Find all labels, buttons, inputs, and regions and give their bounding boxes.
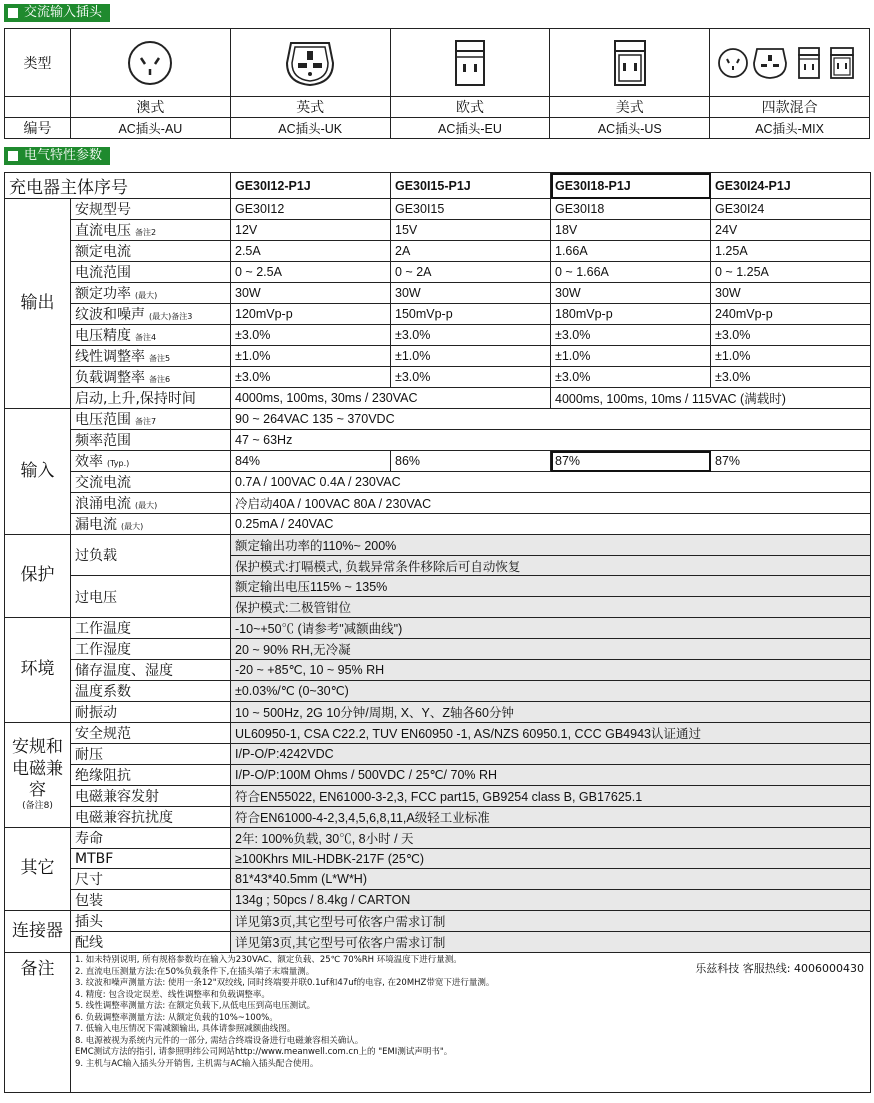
note-line: 5. 线性调整率测量方法: 在额定负载下,从低电压到高电压测试。 bbox=[75, 1001, 316, 1012]
param-label bbox=[71, 764, 231, 785]
param-label bbox=[71, 848, 231, 869]
plug-name-au: 澳式 bbox=[71, 97, 231, 118]
output-value: 1.25A bbox=[711, 241, 871, 262]
environment-value: 20 ~ 90% RH,无冷凝 bbox=[231, 638, 871, 659]
output-value: 15V bbox=[391, 220, 551, 241]
param-name: 插头 bbox=[75, 914, 103, 931]
output-value: ±3.0% bbox=[231, 325, 391, 346]
param-name: 寿命 bbox=[75, 830, 103, 847]
output-value: 150mVp-p bbox=[391, 304, 551, 325]
param-name: 包装 bbox=[75, 893, 103, 910]
section-title: 交流输入插头 bbox=[24, 5, 103, 20]
group-input: 输入 bbox=[5, 409, 71, 535]
uk-plug-icon bbox=[230, 29, 390, 97]
output-value: 0 ~ 1.25A bbox=[711, 262, 871, 283]
param-note: (最大) bbox=[121, 522, 144, 531]
input-value: 0.7A / 100VAC 0.4A / 230VAC bbox=[231, 472, 871, 493]
environment-value: 10 ~ 500Hz, 2G 10分钟/周期, X、Y、Z轴各60分钟 bbox=[231, 701, 871, 722]
connector-value: 详见第3页,其它型号可依客户需求订制 bbox=[231, 932, 871, 953]
plug-name-eu: 欧式 bbox=[390, 97, 550, 118]
model-header: GE30I12-P1J bbox=[231, 173, 391, 199]
efficiency-value: 87% bbox=[551, 451, 711, 472]
group-title: 安规和电磁兼容 bbox=[12, 737, 63, 800]
param-name: 电磁兼容发射 bbox=[75, 788, 159, 805]
param-note: (最大)备注3 bbox=[149, 312, 193, 321]
param-name: 绝缘阻抗 bbox=[75, 767, 131, 784]
us-plug-icon bbox=[550, 29, 710, 97]
param-label bbox=[71, 932, 231, 953]
param-name: 效率 bbox=[75, 454, 103, 470]
protection-value: 额定输出电压115% ~ 135% bbox=[231, 576, 871, 597]
plug-code-uk: AC插头-UK bbox=[230, 118, 390, 139]
safety-value: I/P-O/P:4242VDC bbox=[231, 743, 871, 764]
section-header-electrical bbox=[4, 147, 110, 165]
safety-value: 符合EN61000-4-2,3,4,5,6,8,11,A级轻工业标准 bbox=[231, 806, 871, 827]
param-name: 纹波和噪声 bbox=[75, 307, 145, 323]
efficiency-value: 84% bbox=[231, 451, 391, 472]
plug-name-mix: 四款混合 bbox=[710, 97, 870, 118]
input-value: 90 ~ 264VAC 135 ~ 370VDC bbox=[231, 409, 871, 430]
output-value: 18V bbox=[551, 220, 711, 241]
output-value: 0 ~ 2.5A bbox=[231, 262, 391, 283]
param-label bbox=[71, 701, 231, 722]
param-name: 安全规范 bbox=[75, 725, 131, 742]
efficiency-value: 86% bbox=[391, 451, 551, 472]
group-notes: 备注 bbox=[5, 953, 71, 1093]
param-label bbox=[71, 911, 231, 932]
param-name: 漏电流 bbox=[75, 517, 117, 533]
param-label bbox=[71, 638, 231, 659]
param-label bbox=[71, 743, 231, 764]
plug-code-eu: AC插头-EU bbox=[390, 118, 550, 139]
param-name: 额定功率 bbox=[75, 286, 131, 302]
param-label bbox=[71, 262, 231, 283]
group-title: 其它 bbox=[20, 858, 55, 879]
note-line: 2. 直流电压测量方法:在50%负载条件下,在插头端子末端量测。 bbox=[75, 966, 315, 977]
note-line: 9. 主机与AC输入插头分开销售, 主机需与AC输入插头配合使用。 bbox=[75, 1058, 319, 1069]
output-value: ±1.0% bbox=[711, 346, 871, 367]
note-line: 3. 纹波和噪声测量方法: 使用一条12"双绞线, 同时终端要并联0.1uf和47uf的电容, 在20MHZ带宽下进行量测。 bbox=[75, 978, 495, 989]
param-label bbox=[71, 493, 231, 514]
param-label bbox=[71, 283, 231, 304]
output-value: 240mVp-p bbox=[711, 304, 871, 325]
output-value: ±3.0% bbox=[711, 325, 871, 346]
plug-code-us: AC插头-US bbox=[550, 118, 710, 139]
param-name: 线性调整率 bbox=[75, 349, 145, 365]
param-label bbox=[71, 367, 231, 388]
note-line: 7. 低输入电压情况下需减额输出, 具体请参照减额曲线图。 bbox=[75, 1024, 296, 1035]
section-header-ac-input bbox=[4, 4, 110, 22]
param-label bbox=[71, 722, 231, 743]
output-value: GE30I24 bbox=[711, 199, 871, 220]
output-value: ±3.0% bbox=[231, 367, 391, 388]
param-label bbox=[71, 514, 231, 535]
group-safety bbox=[5, 722, 71, 827]
group-note: (备注8) bbox=[22, 801, 53, 811]
param-name: 工作湿度 bbox=[75, 641, 131, 658]
param-label bbox=[71, 869, 231, 890]
param-name: 启动,上升,保持时间 bbox=[75, 391, 196, 407]
protection-param: 过负载 bbox=[71, 535, 231, 576]
input-value: 0.25mA / 240VAC bbox=[231, 514, 871, 535]
param-label bbox=[71, 680, 231, 701]
type-label: 类型 bbox=[5, 29, 71, 97]
group-protection: 保护 bbox=[5, 535, 71, 618]
output-value: ±3.0% bbox=[711, 367, 871, 388]
input-value: 47 ~ 63Hz bbox=[231, 430, 871, 451]
other-value: 81*43*40.5mm (L*W*H) bbox=[231, 869, 871, 890]
output-value: ±3.0% bbox=[391, 367, 551, 388]
spec-table bbox=[4, 172, 871, 1093]
param-name: 负载调整率 bbox=[75, 370, 145, 386]
param-name: 储存温度、湿度 bbox=[75, 662, 173, 679]
mix-plug-icon bbox=[710, 29, 870, 97]
output-value: 0 ~ 2A bbox=[391, 262, 551, 283]
param-note: 备注7 bbox=[135, 417, 157, 426]
group-output: 输出 bbox=[5, 199, 71, 409]
startup-value-230: 4000ms, 100ms, 30ms / 230VAC bbox=[231, 388, 551, 409]
param-name: 耐振动 bbox=[75, 704, 117, 721]
param-name: 电压范围 bbox=[75, 412, 131, 428]
plug-table bbox=[4, 28, 870, 139]
output-value: 120mVp-p bbox=[231, 304, 391, 325]
output-value: 30W bbox=[551, 283, 711, 304]
output-value: 180mVp-p bbox=[551, 304, 711, 325]
param-label bbox=[71, 890, 231, 911]
param-name: 额定电流 bbox=[75, 244, 131, 260]
output-value: GE30I18 bbox=[551, 199, 711, 220]
param-note: (最大) bbox=[135, 291, 158, 300]
other-value: 2年: 100%负载, 30℃, 8小时 / 天 bbox=[231, 827, 871, 848]
output-value: 2A bbox=[391, 241, 551, 262]
param-name: 配线 bbox=[75, 935, 103, 952]
output-value: 2.5A bbox=[231, 241, 391, 262]
output-value: ±1.0% bbox=[391, 346, 551, 367]
param-name: 温度系数 bbox=[75, 683, 131, 700]
param-label bbox=[71, 304, 231, 325]
param-label bbox=[71, 659, 231, 680]
section-title: 电气特性参数 bbox=[24, 148, 103, 163]
output-value: GE30I12 bbox=[231, 199, 391, 220]
output-value: ±3.0% bbox=[551, 325, 711, 346]
connector-value: 详见第3页,其它型号可依客户需求订制 bbox=[231, 911, 871, 932]
startup-value-115: 4000ms, 100ms, 10ms / 115VAC (满载时) bbox=[551, 388, 871, 409]
square-icon bbox=[8, 151, 18, 161]
param-note: 备注5 bbox=[149, 354, 171, 363]
param-name: 浪涌电流 bbox=[75, 496, 131, 512]
safety-value: I/P-O/P:100M Ohms / 500VDC / 25℃/ 70% RH bbox=[231, 764, 871, 785]
service-hotline: 乐兹科技 客服热线: 4006000430 bbox=[695, 962, 864, 976]
group-other bbox=[5, 827, 71, 911]
param-label bbox=[71, 346, 231, 367]
param-label bbox=[71, 199, 231, 220]
eu-plug-icon bbox=[390, 29, 550, 97]
output-value: ±1.0% bbox=[231, 346, 391, 367]
param-name: 交流电流 bbox=[75, 475, 131, 491]
model-header: GE30I18-P1J bbox=[551, 173, 711, 199]
input-value: 冷启动40A / 100VAC 80A / 230VAC bbox=[231, 493, 871, 514]
safety-value: UL60950-1, CSA C22.2, TUV EN60950 -1, AS/NZS 60950.1, CCC GB4943认证通过 bbox=[231, 722, 871, 743]
group-connector bbox=[5, 911, 71, 953]
output-value: 12V bbox=[231, 220, 391, 241]
environment-value: -10~+50℃ (请参考"减额曲线") bbox=[231, 617, 871, 638]
environment-value: -20 ~ +85℃, 10 ~ 95% RH bbox=[231, 659, 871, 680]
note-line: 6. 负载调整率测量方法: 从额定负载的10%~100%。 bbox=[75, 1012, 278, 1023]
output-value: 30W bbox=[391, 283, 551, 304]
param-name: 安规型号 bbox=[75, 202, 131, 218]
output-value: 0 ~ 1.66A bbox=[551, 262, 711, 283]
note-line: 4. 精度: 包含设定误差、线性调整率和负载调整率。 bbox=[75, 989, 270, 1000]
header-label: 充电器主体序号 bbox=[5, 173, 231, 199]
other-value: 134g ; 50pcs / 8.4kg / CARTON bbox=[231, 890, 871, 911]
efficiency-value: 87% bbox=[711, 451, 871, 472]
param-note: 备注6 bbox=[149, 375, 171, 384]
environment-value: ±0.03%/℃ (0~30℃) bbox=[231, 680, 871, 701]
output-value: 30W bbox=[231, 283, 391, 304]
notes-block bbox=[71, 953, 871, 1093]
param-label bbox=[71, 241, 231, 262]
output-value: ±3.0% bbox=[551, 367, 711, 388]
model-header: GE30I15-P1J bbox=[391, 173, 551, 199]
protection-param: 过电压 bbox=[71, 576, 231, 617]
param-name: 电流范围 bbox=[75, 265, 131, 281]
protection-value: 额定输出功率的110%~ 200% bbox=[231, 535, 871, 556]
param-label bbox=[71, 472, 231, 493]
param-name: 工作温度 bbox=[75, 620, 131, 637]
param-name: 耐压 bbox=[75, 746, 103, 763]
output-value: 24V bbox=[711, 220, 871, 241]
param-name: 频率范围 bbox=[75, 433, 131, 449]
square-icon bbox=[8, 8, 18, 18]
param-label bbox=[71, 785, 231, 806]
param-label bbox=[71, 388, 231, 409]
output-value: ±1.0% bbox=[551, 346, 711, 367]
group-title: 环境 bbox=[20, 659, 55, 680]
param-label bbox=[71, 430, 231, 451]
note-line: 8. 电源被视为系统内元件的一部分, 需结合终端设备进行电磁兼容相关确认。 bbox=[75, 1035, 364, 1046]
param-note: (最大) bbox=[135, 501, 158, 510]
param-name: MTBF bbox=[75, 850, 114, 867]
param-note: 备注4 bbox=[135, 333, 157, 342]
model-header: GE30I24-P1J bbox=[711, 173, 871, 199]
param-name: 电磁兼容抗扰度 bbox=[75, 809, 173, 826]
safety-value: 符合EN55022, EN61000-3-2,3, FCC part15, GB9254 class B, GB17625.1 bbox=[231, 785, 871, 806]
param-name: 直流电压 bbox=[75, 223, 131, 239]
output-value: ±3.0% bbox=[391, 325, 551, 346]
plug-code-au: AC插头-AU bbox=[71, 118, 231, 139]
note-line: 1. 如未特别说明, 所有规格参数均在输入为230VAC、额定负载、25℃ 70%RH 环境温度下进行量测。 bbox=[75, 955, 462, 966]
param-label bbox=[71, 806, 231, 827]
group-environment bbox=[5, 617, 71, 722]
code-label: 编号 bbox=[5, 118, 71, 139]
au-plug-icon bbox=[71, 29, 231, 97]
output-value: GE30I15 bbox=[391, 199, 551, 220]
protection-mode: 保护模式:打嗝模式, 负载异常条件移除后可自动恢复 bbox=[231, 555, 871, 576]
other-value: ≥100Khrs MIL-HDBK-217F (25℃) bbox=[231, 848, 871, 869]
param-note: 备注2 bbox=[135, 228, 157, 237]
plug-name-uk: 英式 bbox=[230, 97, 390, 118]
group-title: 连接器 bbox=[12, 921, 63, 942]
param-name: 电压精度 bbox=[75, 328, 131, 344]
protection-mode: 保护模式:二极管钳位 bbox=[231, 597, 871, 618]
plug-name-us: 美式 bbox=[550, 97, 710, 118]
output-value: 30W bbox=[711, 283, 871, 304]
param-name: 尺寸 bbox=[75, 872, 103, 889]
param-label bbox=[71, 409, 231, 430]
param-label bbox=[71, 617, 231, 638]
param-label bbox=[71, 325, 231, 346]
param-label bbox=[71, 827, 231, 848]
plug-code-mix: AC插头-MIX bbox=[710, 118, 870, 139]
param-note: (Typ.) bbox=[107, 459, 130, 468]
param-label bbox=[71, 220, 231, 241]
note-line: EMC测试方法的指引, 请参照明纬公司网站http://www.meanwell.com.cn上的 "EMI测试声明书"。 bbox=[75, 1047, 453, 1058]
param-label bbox=[71, 451, 231, 472]
output-value: 1.66A bbox=[551, 241, 711, 262]
